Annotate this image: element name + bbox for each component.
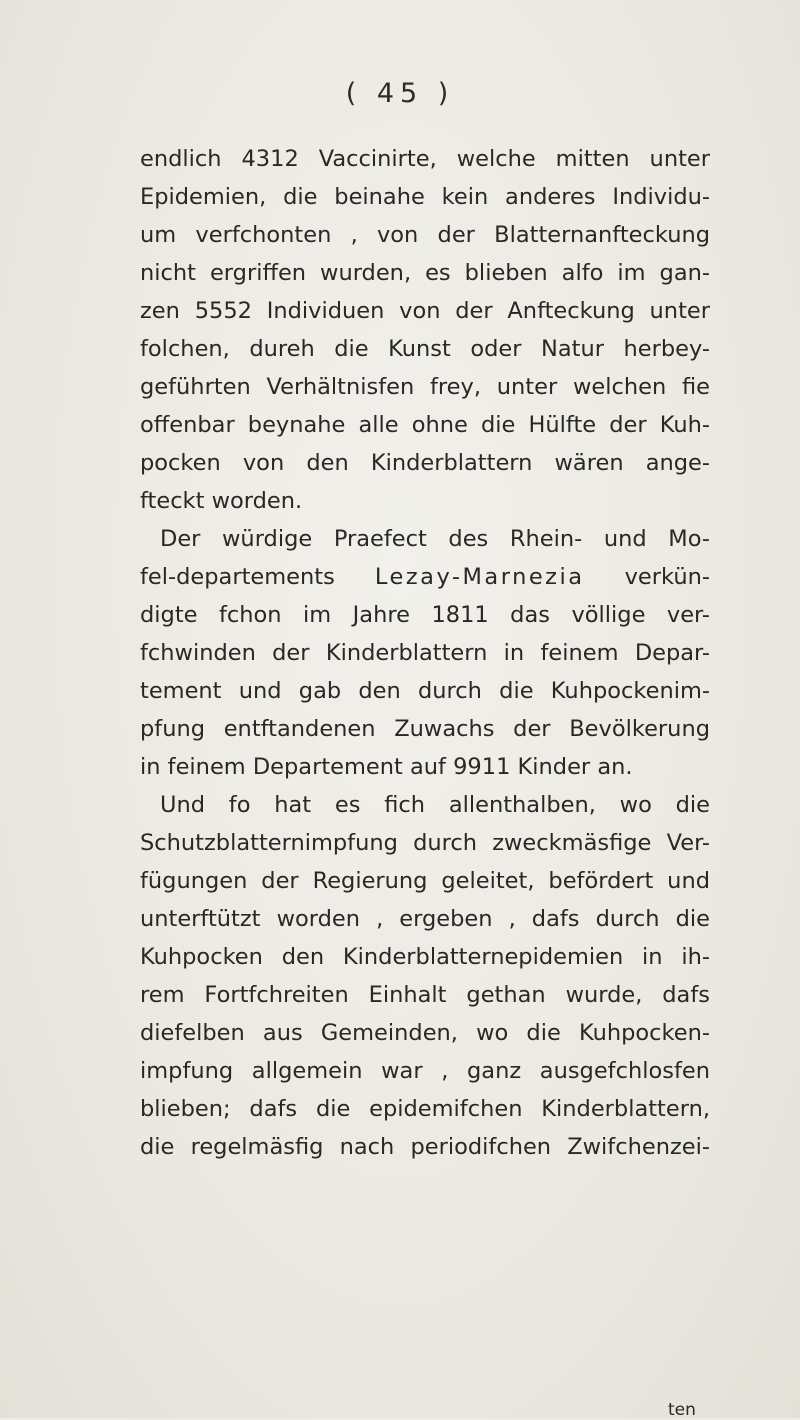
text-line: impfung allgemein war , ganz ausgefchlosfen bbox=[140, 1058, 710, 1084]
text-line-with-name bbox=[140, 558, 710, 596]
text-line: die regelmäsfig nach periodifchen Zwifchenzei- bbox=[140, 1134, 710, 1160]
person-name: Lezay-Marnezia bbox=[374, 564, 585, 590]
text-line: folchen, dureh die Kunst oder Natur herbey- bbox=[140, 336, 710, 362]
line-suffix: verkün- bbox=[624, 564, 710, 590]
text-line: fügungen der Regierung geleitet, befördert und bbox=[140, 868, 710, 894]
text-line: pocken von den Kinderblattern wären ange- bbox=[140, 450, 710, 476]
text-line: zen 5552 Individuen von der Anfteckung unter bbox=[140, 298, 710, 324]
text-line: um verfchonten , von der Blatternanfteckung bbox=[140, 222, 710, 248]
text-line: diefelben aus Gemeinden, wo die Kuhpocken- bbox=[140, 1020, 710, 1046]
text-line: pfung entftandenen Zuwachs der Bevölkerung bbox=[140, 716, 710, 742]
text-line: fteckt worden. bbox=[140, 488, 303, 514]
text-line: Schutzblatternimpfung durch zweckmäsfige Ver- bbox=[140, 830, 710, 856]
text-line: fchwinden der Kinderblattern in feinem Depar- bbox=[140, 640, 710, 666]
text-line: offenbar beynahe alle ohne die Hülfte der Kuh- bbox=[140, 412, 710, 438]
text-line: Epidemien, die beinahe kein anderes Individu- bbox=[140, 184, 710, 210]
text-line: nicht ergriffen wurden, es blieben alfo im gan- bbox=[140, 260, 710, 286]
text-line: digte fchon im Jahre 1811 das völlige ver- bbox=[140, 602, 710, 628]
text-line: Der würdige Praefect des Rhein- und Mo- bbox=[160, 526, 710, 552]
line-prefix: fel-departements bbox=[140, 564, 335, 590]
text-line: endlich 4312 Vaccinirte, welche mitten unter bbox=[140, 146, 710, 172]
text-line: Kuhpocken den Kinderblatternepidemien in ih- bbox=[140, 944, 710, 970]
text-line: unterftützt worden , ergeben , dafs durch die bbox=[140, 906, 710, 932]
text-line: geführten Verhältnisfen frey, unter welchen fie bbox=[140, 374, 710, 400]
catchword: ten bbox=[668, 1400, 696, 1420]
text-line: Und fo hat es fich allenthalben, wo die bbox=[160, 792, 710, 818]
text-line: tement und gab den durch die Kuhpockenim- bbox=[140, 678, 710, 704]
body-text bbox=[140, 140, 710, 1166]
text-line: blieben; dafs die epidemifchen Kinderblattern, bbox=[140, 1096, 710, 1122]
page-number: ( 45 ) bbox=[345, 78, 455, 109]
text-line: in feinem Departement auf 9911 Kinder an. bbox=[140, 754, 633, 780]
text-line: rem Fortfchreiten Einhalt gethan wurde, dafs bbox=[140, 982, 710, 1008]
